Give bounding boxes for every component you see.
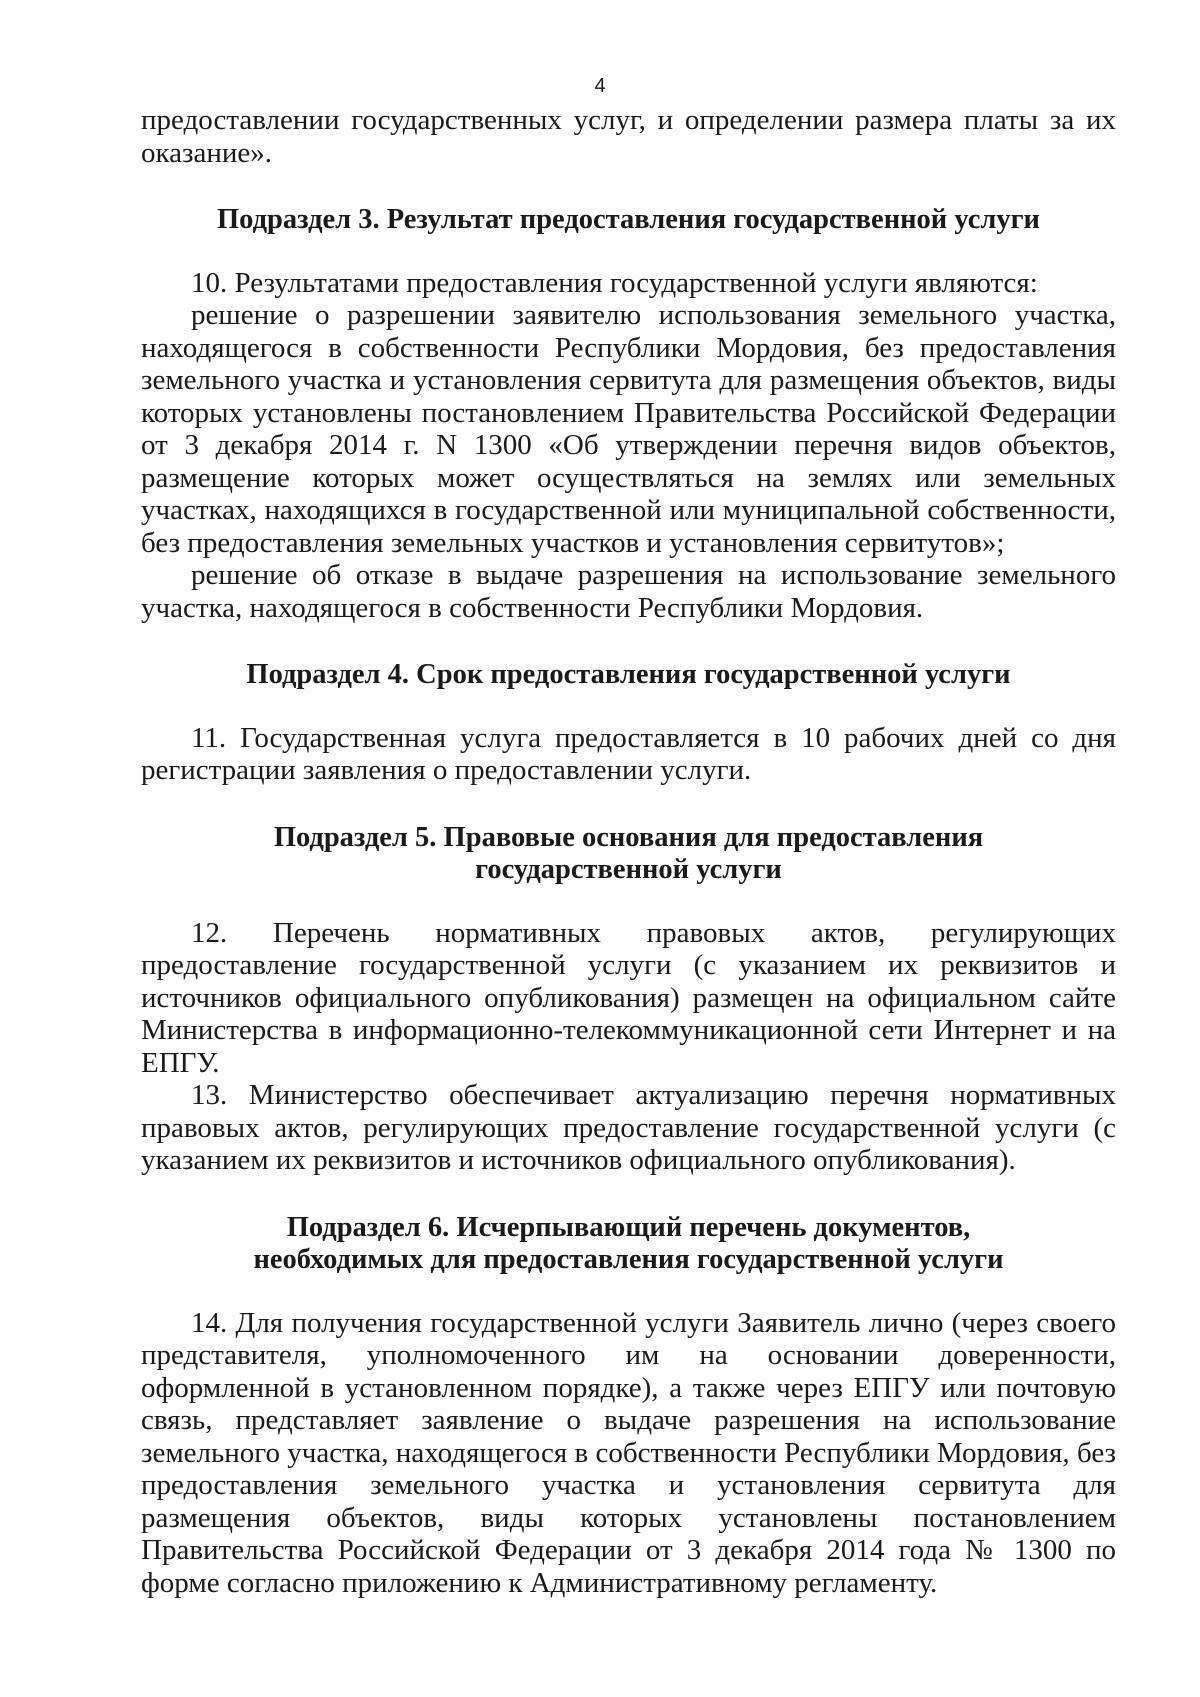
paragraph-12: 12. Перечень нормативных правовых актов, регулирующих предоставление государственной услуги (с указанием их реквизитов и источников официального опубликования) размещен на официальном сайте Министерства в информационно-телекоммуникационной сети Интернет и на ЕПГУ.	[141, 916, 1116, 1079]
paragraph-13: 13. Министерство обеспечивает актуализацию перечня нормативных правовых актов, регулирующих предоставление государственной услуги (с указанием их реквизитов и источников официального опубликования).	[141, 1079, 1116, 1176]
paragraph-10-decision-grant: решение о разрешении заявителю использования земельного участка, находящегося в собственности Республики Мордовия, без предоставления земельного участка и установления сервитута для размещения объектов, виды которых установлены постановлением Правительства Российской Федерации от 3 декабря 2014 г. N 1300 «Об утверждении перечня видов объектов, размещение которых может осуществляться на землях или земельных участках, находящихся в государственной или муниципальной собственности, без предоставления земельных участков и установления сервитутов»;	[141, 299, 1116, 559]
section-heading-4	[141, 659, 1116, 692]
section-heading-6	[141, 1212, 1116, 1277]
section-heading-5	[141, 822, 1116, 887]
heading-line: Подраздел 6. Исчерпывающий перечень документов,	[286, 1211, 971, 1243]
paragraph-10-decision-refusal: решение об отказе в выдаче разрешения на использование земельного участка, находящегося в собственности Республики Мордовия.	[141, 559, 1116, 624]
heading-line: Подраздел 4. Срок предоставления государственной услуги	[246, 659, 1011, 690]
heading-line: необходимых для предоставления государственной услуги	[253, 1244, 1004, 1275]
heading-line: Подраздел 3. Результат предоставления государственной услуги	[217, 204, 1040, 235]
paragraph-14: 14. Для получения государственной услуги Заявитель лично (через своего представителя, уполномоченного им на основании доверенности, оформленной в установленном порядке), а также через ЕПГУ или почтовую связь, представляет заявление о выдаче разрешения на использование земельного участка, находящегося в собственности Республики Мордовия, без предоставления земельного участка и установления сервитута для размещения объектов, виды которых установлены постановлением Правительства Российской Федерации от 3 декабря 2014 года № 1300 по форме согласно приложению к Административному регламенту.	[141, 1306, 1116, 1599]
page-number: 4	[594, 75, 606, 97]
section-heading-3	[141, 204, 1116, 237]
intro-paragraph: предоставлении государственных услуг, и определении размера платы за их оказание».	[141, 104, 1116, 169]
paragraph-10: 10. Результатами предоставления государственной услуги являются:	[191, 266, 1038, 299]
heading-line: государственной услуги	[475, 854, 782, 885]
heading-line: Подраздел 5. Правовые основания для предоставления	[273, 821, 984, 853]
paragraph-11: 11. Государственная услуга предоставляется в 10 рабочих дней со дня регистрации заявления о предоставлении услуги.	[141, 721, 1116, 786]
document-body	[141, 104, 1116, 1599]
